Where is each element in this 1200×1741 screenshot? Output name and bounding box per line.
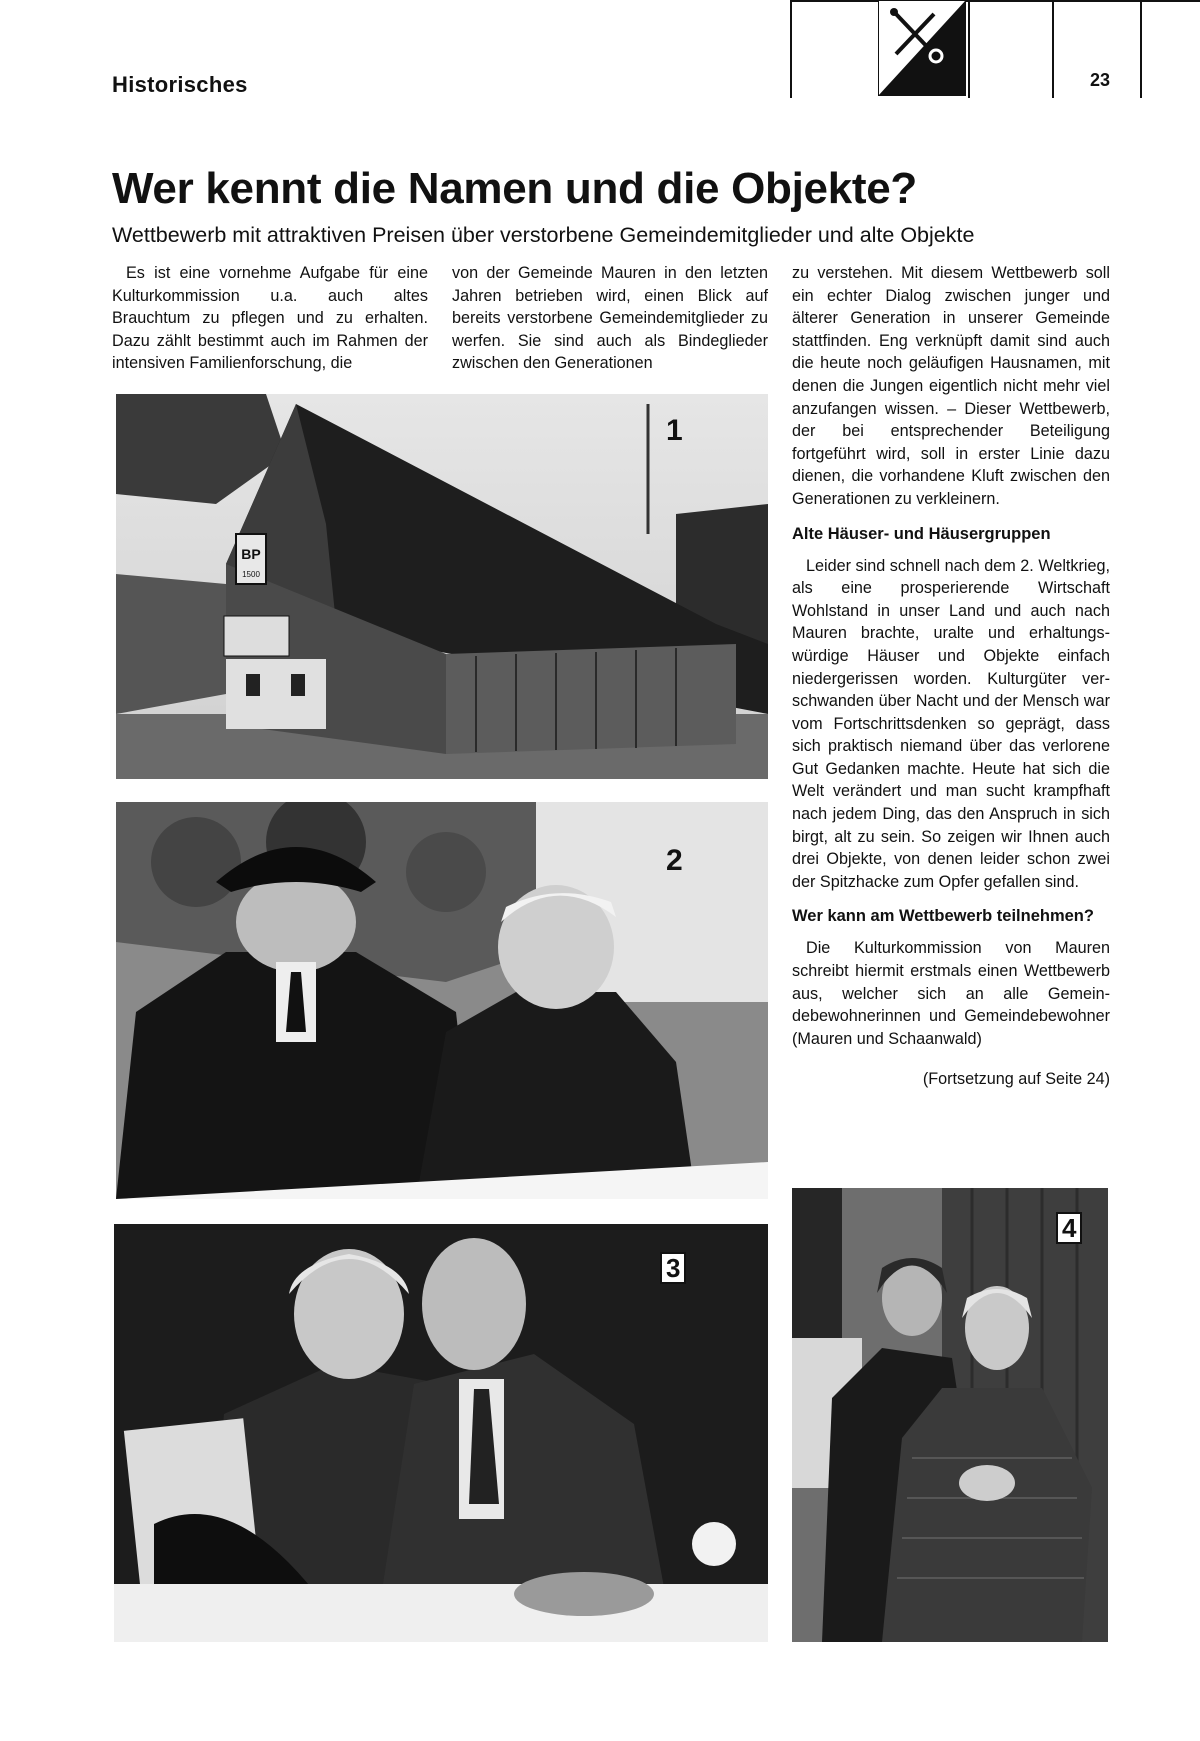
- heading-old-houses: Alte Häuser- und Häusergruppen: [792, 524, 1051, 543]
- body-paragraph-1: zu verstehen. Mit diesem Wettbewerb soll ein echter Dialog zwischen junger und älterer Generation in unserer Gemeinde stattfinden. Eng verknüpft damit sind auch die heute noch geläufigen Hausnamen, mit denen die Jungen eigentlich nicht mehr viel anzufangen wissen. – Dieser Wettbewerb, der bei entsprechender Beteiligung fortgeführt wird, soll in erster Linie dazu dienen, die vorhandene Kluft zwischen den Generationen zu verkleinern.: [792, 264, 1110, 508]
- photo-two-men: [116, 802, 768, 1199]
- heading-participation: Wer kann am Wettbewerb teilnehmen?: [792, 907, 1094, 926]
- photo-number-3: 3: [660, 1252, 686, 1284]
- bp-sign: BP: [241, 546, 261, 562]
- body-paragraph-2: Leider sind schnell nach dem 2. Weltkrieg, als eine prosperierende Wirtschaft Wohlstand in unser Land und auch nach Mauren brachte, uralte und erhaltungswürdige Häuser und Objekte einfach niedergerissen worden. Kulturgüter verschwanden über Nacht und der Mensch war vom Fortschrittsdenken so geprägt, dass sich praktisch niemand über das verlorene Gut Gedanken machte. Heute hat sich die Welt verändert und man sucht krampfhaft nach jedem Ding, das den Anspruch in sich birgt, alt zu sein. So zeigen wir Ihnen auch drei Objekte, von denen leider schon zwei der Spitzhacke zum Opfer gefallen sind.: [792, 556, 1110, 891]
- article-subtitle: Wettbewerb mit attraktiven Preisen über verstorbene Gemeindemitglieder und alte Objekte: [112, 223, 975, 247]
- coat-of-arms-icon: [878, 0, 966, 96]
- intro-paragraph-2: von der Gemeinde Mauren in den letzten Jahren betrieben wird, einen Blick auf bereits verstorbene Gemeindemitglieder zu werfen. Sie sind auch als Bindeglieder zwischen den Generationen: [452, 264, 768, 373]
- header-divider: [1052, 0, 1054, 98]
- text-column-2: [452, 262, 768, 375]
- text-column-1: [112, 262, 428, 375]
- intro-paragraph-1: Es ist eine vornehme Aufgabe für eine Kulturkommission u.a. auch altes Brauchtum zu pflegen und zu erhalten. Dazu zählt bestimmt auch im Rahmen der intensiven Familienforschung, die: [112, 264, 428, 373]
- article-title: Wer kennt die Namen und die Objekte?: [112, 164, 917, 213]
- photo-two-women: [792, 1188, 1108, 1642]
- photo-number-1: 1: [666, 414, 683, 447]
- body-paragraph-3: Die Kulturkommission von Mauren schreibt hiermit erstmals einen Wettbewerb aus, welcher sich an alle Gemeindebewohnerinnen und Gemeindebewohner (Mauren und Schaanwald): [792, 939, 1110, 1048]
- price-sign: 1500: [242, 570, 260, 579]
- photo-couple: [114, 1224, 768, 1642]
- header-divider: [790, 0, 792, 98]
- photo-number-2: 2: [666, 844, 683, 877]
- header-top-rule: [790, 0, 1200, 2]
- photo-number-4: 4: [1056, 1212, 1082, 1244]
- section-label: Historisches: [112, 72, 248, 97]
- page-number: 23: [1089, 70, 1111, 90]
- photo-barn: [116, 394, 768, 779]
- header-divider: [1140, 0, 1142, 98]
- text-column-3: [792, 262, 1110, 1091]
- continuation-note: (Fortsetzung auf Seite 24): [922, 1070, 1110, 1089]
- header-divider: [968, 0, 970, 98]
